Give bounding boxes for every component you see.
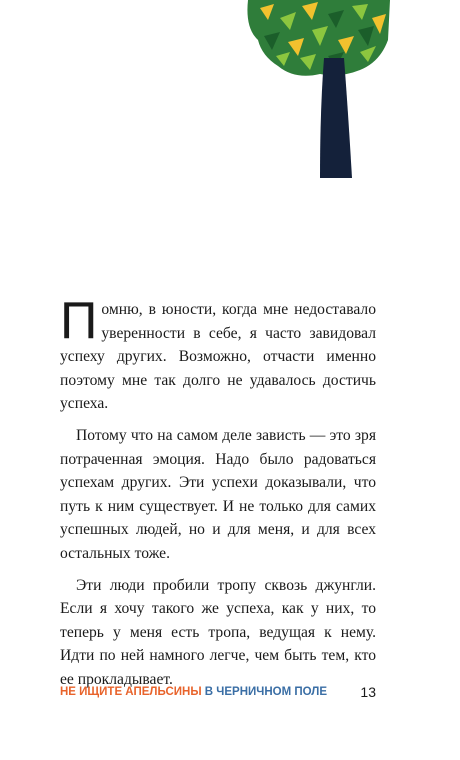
tree-trunk <box>320 58 352 178</box>
paragraph-2: Потому что на самом деле зависть — это зря потраченная эмоция. Надо было радоваться успехам других. Эти успехи доказывали, что путь к ним существует. И не только для самих успешных людей, но и для меня, и для всех остальных тоже. <box>60 426 376 562</box>
paragraph-3: Эти люди пробили тропу сквозь джунгли. Если я хочу такого же успеха, как у них, то теперь у меня есть тропа, ведущая к нему. Идти по ней намного легче, чем быть тем, кто ее прокладывает. <box>60 576 376 688</box>
book-title-part1: НЕ ИЩИТЕ АПЕЛЬСИНЫ <box>60 686 202 698</box>
paragraph-1-text: омню, в юности, когда мне недоставало уверенности в себе, я часто завидовал успеху других. Возможно, отчасти именно поэтому мне так долго не удавалось достичь успеха. <box>60 301 376 413</box>
tree-illustration <box>240 0 400 180</box>
page-footer <box>60 686 376 706</box>
page-number: 13 <box>360 684 376 700</box>
paragraph-1 <box>60 292 376 416</box>
drop-cap: П <box>60 292 98 350</box>
body-text <box>60 292 376 700</box>
book-title-part2: В ЧЕРНИЧНОМ ПОЛЕ <box>201 686 328 698</box>
tree-crown <box>247 0 390 76</box>
